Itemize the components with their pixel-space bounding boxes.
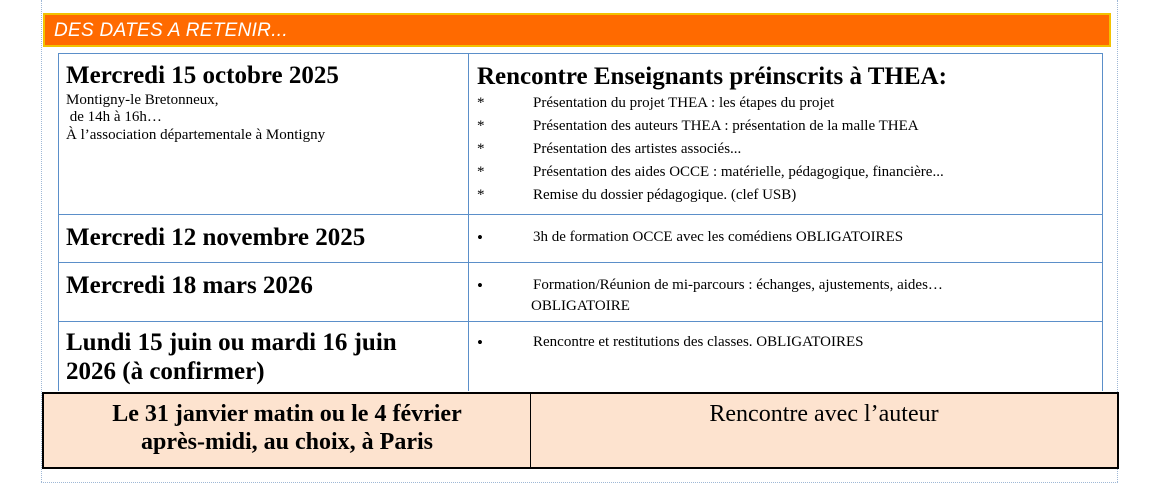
dot-bullet: • xyxy=(477,333,483,352)
dot-bullet: • xyxy=(477,276,483,295)
list-item-text: Formation/Réunion de mi-parcours : échanges, ajustements, aides… xyxy=(533,277,943,293)
row-divider xyxy=(58,262,1103,263)
author-meeting-box xyxy=(42,392,1119,469)
asterisk-bullet: * xyxy=(477,95,485,111)
date-time: de 14h à 16h… xyxy=(66,109,162,125)
list-item-text: 3h de formation OCCE avec les comédiens OBLIGATOIRES xyxy=(533,229,904,245)
table-border-left xyxy=(58,53,59,391)
author-meeting-date xyxy=(44,400,530,456)
list-item-text: Remise du dossier pédagogique. (clef USB) xyxy=(533,187,797,203)
row-title: Rencontre Enseignants préinscrits à THEA: xyxy=(477,63,947,90)
list-item-text: OBLIGATOIRE xyxy=(531,298,630,314)
author-meeting-date-line-1: Le 31 janvier matin ou le 4 février xyxy=(112,401,462,427)
row-divider xyxy=(58,321,1103,322)
list-item-text: Présentation du projet THEA : les étapes du projet xyxy=(533,95,835,111)
asterisk-bullet: * xyxy=(477,118,485,134)
list-item-text: Présentation des aides OCCE : matérielle, pédagogique, financière... xyxy=(533,164,944,180)
row-date: Mercredi 15 octobre 2025 xyxy=(66,62,339,89)
banner-title: DES DATES A RETENIR... xyxy=(54,20,288,41)
column-divider xyxy=(468,53,469,391)
list-item-text: Présentation des auteurs THEA : présentation de la malle THEA xyxy=(533,118,919,134)
author-meeting-label: Rencontre avec l’auteur xyxy=(709,401,939,427)
table-border-top xyxy=(58,53,1103,54)
schedule-table xyxy=(58,53,1103,391)
author-meeting-date-line-2: après-midi, au choix, à Paris xyxy=(141,429,433,455)
row-date: Mercredi 18 mars 2026 xyxy=(66,272,313,299)
date-venue: À l’association départementale à Montigny xyxy=(66,127,326,143)
list-item-text: Rencontre et restitutions des classes. OBLIGATOIRES xyxy=(533,334,864,350)
list-item-text: Présentation des artistes associés... xyxy=(533,141,742,157)
page-guide-bottom xyxy=(41,482,1118,483)
asterisk-bullet: * xyxy=(477,164,485,180)
row-date-line-2: 2026 (à confirmer) xyxy=(66,358,265,385)
row-date-line-1: Lundi 15 juin ou mardi 16 juin xyxy=(66,329,397,356)
section-banner xyxy=(43,13,1111,47)
row-divider xyxy=(58,214,1103,215)
asterisk-bullet: * xyxy=(477,141,485,157)
table-border-right xyxy=(1102,53,1103,391)
row-date: Mercredi 12 novembre 2025 xyxy=(66,224,366,251)
asterisk-bullet: * xyxy=(477,187,485,203)
date-location: Montigny-le Bretonneux, xyxy=(66,92,219,108)
dot-bullet: • xyxy=(477,228,483,247)
